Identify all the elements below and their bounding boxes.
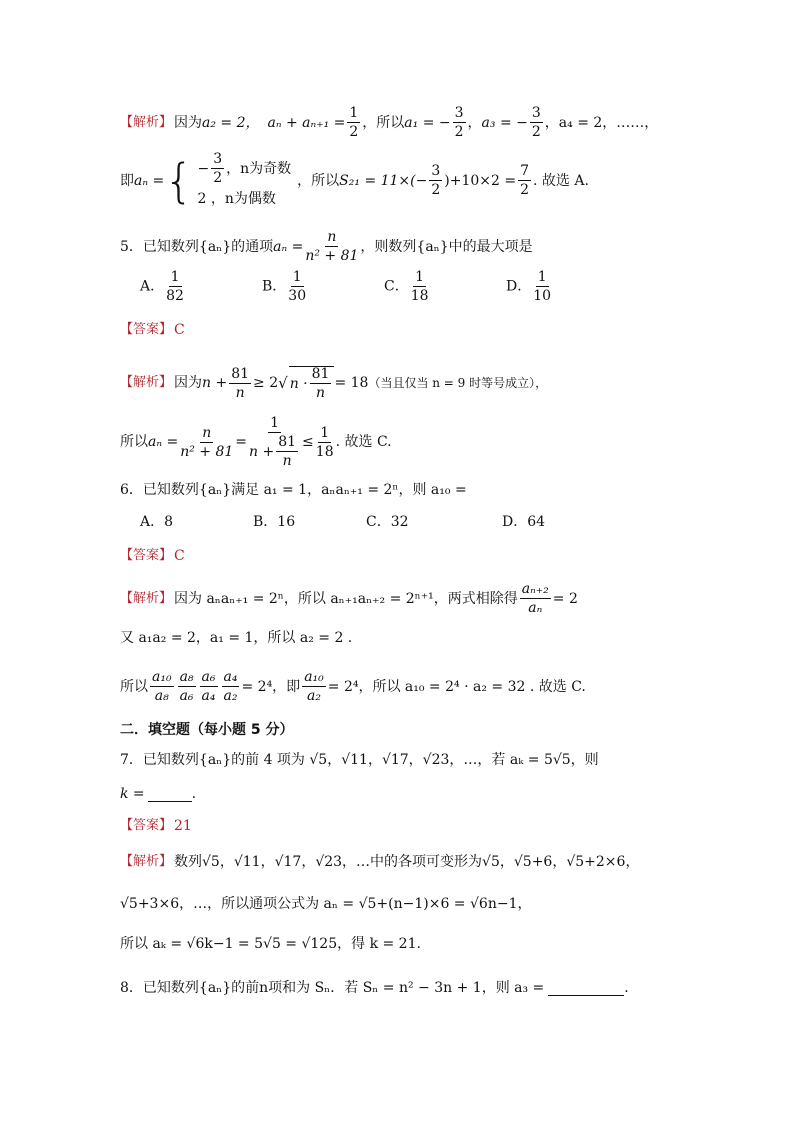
answer-tag: 【答案】 — [120, 818, 173, 833]
math: k = — [120, 786, 145, 802]
fraction: $\frac{\text{a₁₀}}{\text{a₈}}$ — [152, 669, 172, 704]
text: 6．已知数列{aₙ}满足 a₁ = 1，aₙaₙ₊₁ = 2ⁿ，则 a₁₀ = — [120, 482, 467, 498]
fraction: $\frac{7}{2}$ — [520, 163, 530, 198]
math: n + — [202, 375, 228, 391]
radical: √ — [278, 374, 288, 392]
text: ，所以 — [297, 172, 340, 189]
math: aₙ = — [134, 172, 165, 189]
q5-stem — [120, 230, 533, 263]
fraction: $\frac{3}{2}$ — [431, 163, 441, 198]
answer-tag: 【答案】 — [120, 548, 173, 563]
answer-blank[interactable] — [548, 981, 624, 996]
math: ≥ 2 — [253, 375, 279, 391]
fraction: $\frac{\text{aₙ₊₂}}{\text{aₙ}}$ — [521, 581, 549, 616]
text: 8．已知数列{aₙ}的前n项和为 Sₙ．若 Sₙ = n² − 3n + 1，则 a₃ = — [120, 980, 545, 996]
math: aₙ + aₙ₊₁ = — [267, 114, 346, 131]
math: ≤ — [302, 434, 314, 450]
math: = 2 — [552, 590, 578, 607]
text: ，所以 — [362, 114, 405, 131]
piecewise-cases: − $\frac{3}{2}$ ，n为奇数 2 ，n为偶数 — [197, 151, 292, 207]
math: a₁ = − — [404, 114, 451, 131]
fraction: $\frac{1}{18}$ — [315, 424, 334, 460]
q6-options — [140, 512, 624, 532]
fraction: $\frac{\text{a₁₀}}{\text{a₂}}$ — [304, 669, 324, 704]
section-heading: 二．填空题（每小题 5 分） — [120, 722, 294, 738]
text: 又 a₁a₂ = 2，a₁ = 1，所以 a₂ = 2 . — [120, 630, 353, 646]
answer-tag: 【答案】 — [120, 322, 173, 337]
q6-explanation-line-3 — [120, 670, 586, 703]
math: aₙ = — [148, 434, 179, 450]
text: ， — [467, 114, 482, 131]
answer-value: 21 — [174, 818, 192, 834]
text: ，则数列{aₙ}中的最大项是 — [360, 238, 533, 255]
fraction: $\frac{\text{a₈}}{\text{a₆}}$ — [179, 669, 194, 704]
q7-stem-line-1 — [120, 750, 599, 770]
fraction: $\frac{3}{2}$ — [531, 105, 541, 140]
fraction: $\frac{n}{\text{n² + 81}}$ — [180, 424, 234, 460]
radicand: n · $\frac{81}{n}$ — [289, 366, 335, 400]
text: （当且仅当 n = 9 时等号成立）， — [368, 376, 548, 390]
math: a₃ = − — [481, 114, 528, 131]
text: √5+3×6，…，所以通项公式为 aₙ = √5+(n−1)×6 = √6n−1， — [120, 896, 532, 912]
explanation-tag: 【解析】 — [120, 590, 173, 606]
q5-explanation-line-2 — [120, 416, 392, 468]
text: ，a₄ = 2，……， — [544, 114, 659, 131]
q8-stem: 8．已知数列{aₙ}的前n项和为 Sₙ．若 Sₙ = n² − 3n + 1，则 a₃ = . — [120, 980, 629, 996]
answer-value: C — [174, 548, 185, 564]
fraction: 1 n + $\frac{81}{n}$ — [249, 415, 297, 469]
q7-explanation-line-1 — [120, 852, 639, 872]
text: 因为 — [174, 114, 203, 131]
fraction: $\frac{81}{n}$ — [231, 365, 250, 401]
explanation-tag: 【解析】 — [120, 114, 173, 130]
fraction: $\frac{1}{2}$ — [349, 105, 359, 140]
text: 所以 aₖ = √6k−1 = 5√5 = √125，得 k = 21. — [120, 936, 421, 952]
math: aₙ = — [273, 238, 304, 255]
text: 因为 aₙaₙ₊₁ = 2ⁿ，所以 aₙ₊₁aₙ₊₂ = 2ⁿ⁺¹，两式相除得 — [174, 590, 518, 607]
math: = 18 — [334, 375, 369, 391]
fraction: $\frac{\text{a₄}}{\text{a₂}}$ — [223, 669, 238, 704]
explanation-tag: 【解析】 — [120, 854, 173, 869]
option-a: A．8 — [140, 514, 174, 530]
explanation-tag: 【解析】 — [120, 375, 173, 390]
answer-value: C — [174, 322, 185, 338]
option-d: D． $\frac{1}{10}$ — [506, 269, 552, 304]
option-c: C．32 — [366, 514, 409, 530]
q7-explanation-line-3 — [120, 934, 421, 954]
q4-explanation-line-1 — [120, 106, 658, 139]
option-a: A． $\frac{1}{82}$ — [140, 269, 184, 304]
q5-answer — [120, 320, 185, 340]
text: 5．已知数列{aₙ}的通项 — [120, 238, 274, 255]
answer-blank[interactable] — [148, 787, 192, 802]
q4-explanation-line-2 — [120, 152, 589, 209]
fraction: $\frac{\text{a₆}}{\text{a₄}}$ — [201, 669, 216, 704]
q6-explanation-line-1 — [120, 582, 578, 615]
q5-explanation-line-1 — [120, 366, 547, 400]
math: a₂ = 2， — [202, 114, 260, 131]
text: = 2⁴，所以 a₁₀ = 2⁴ · a₂ = 32 . 故选 C. — [327, 678, 586, 695]
math: )+10×2 = — [444, 172, 517, 189]
q7-answer — [120, 816, 192, 836]
text: 7．已知数列{aₙ}的前 4 项为 √5，√11，√17，√23，…，若 aₖ = 5√5，则 — [120, 752, 599, 768]
fraction: $\frac{n}{\text{n² + 81}}$ — [305, 229, 359, 264]
brace: { — [164, 153, 194, 208]
text: 即 — [120, 172, 134, 189]
q5-options — [140, 270, 628, 303]
text: . 故选 C. — [335, 434, 392, 450]
q7-stem-line-2: k = . — [120, 786, 197, 802]
text: = 2⁴，即 — [241, 678, 301, 695]
text: . 故选 A. — [533, 172, 589, 189]
text: 所以 — [120, 434, 148, 450]
fraction: $\frac{3}{2}$ — [454, 105, 464, 140]
text: 因为 — [174, 375, 203, 391]
option-d: D．64 — [502, 514, 546, 530]
q6-explanation-line-2 — [120, 628, 352, 648]
math: = — [235, 434, 248, 450]
q6-stem — [120, 480, 467, 500]
option-b: B．16 — [253, 514, 296, 530]
option-b: B． $\frac{1}{30}$ — [262, 269, 307, 304]
q7-explanation-line-2 — [120, 894, 531, 914]
text: 数列√5，√11，√17，√23，…中的各项可变形为√5，√5+6，√5+2×6， — [174, 854, 640, 870]
math: S₂₁ = 11×(− — [339, 172, 428, 189]
text: 所以 — [120, 678, 148, 695]
q6-answer — [120, 546, 185, 566]
option-c: C． $\frac{1}{18}$ — [384, 269, 429, 304]
